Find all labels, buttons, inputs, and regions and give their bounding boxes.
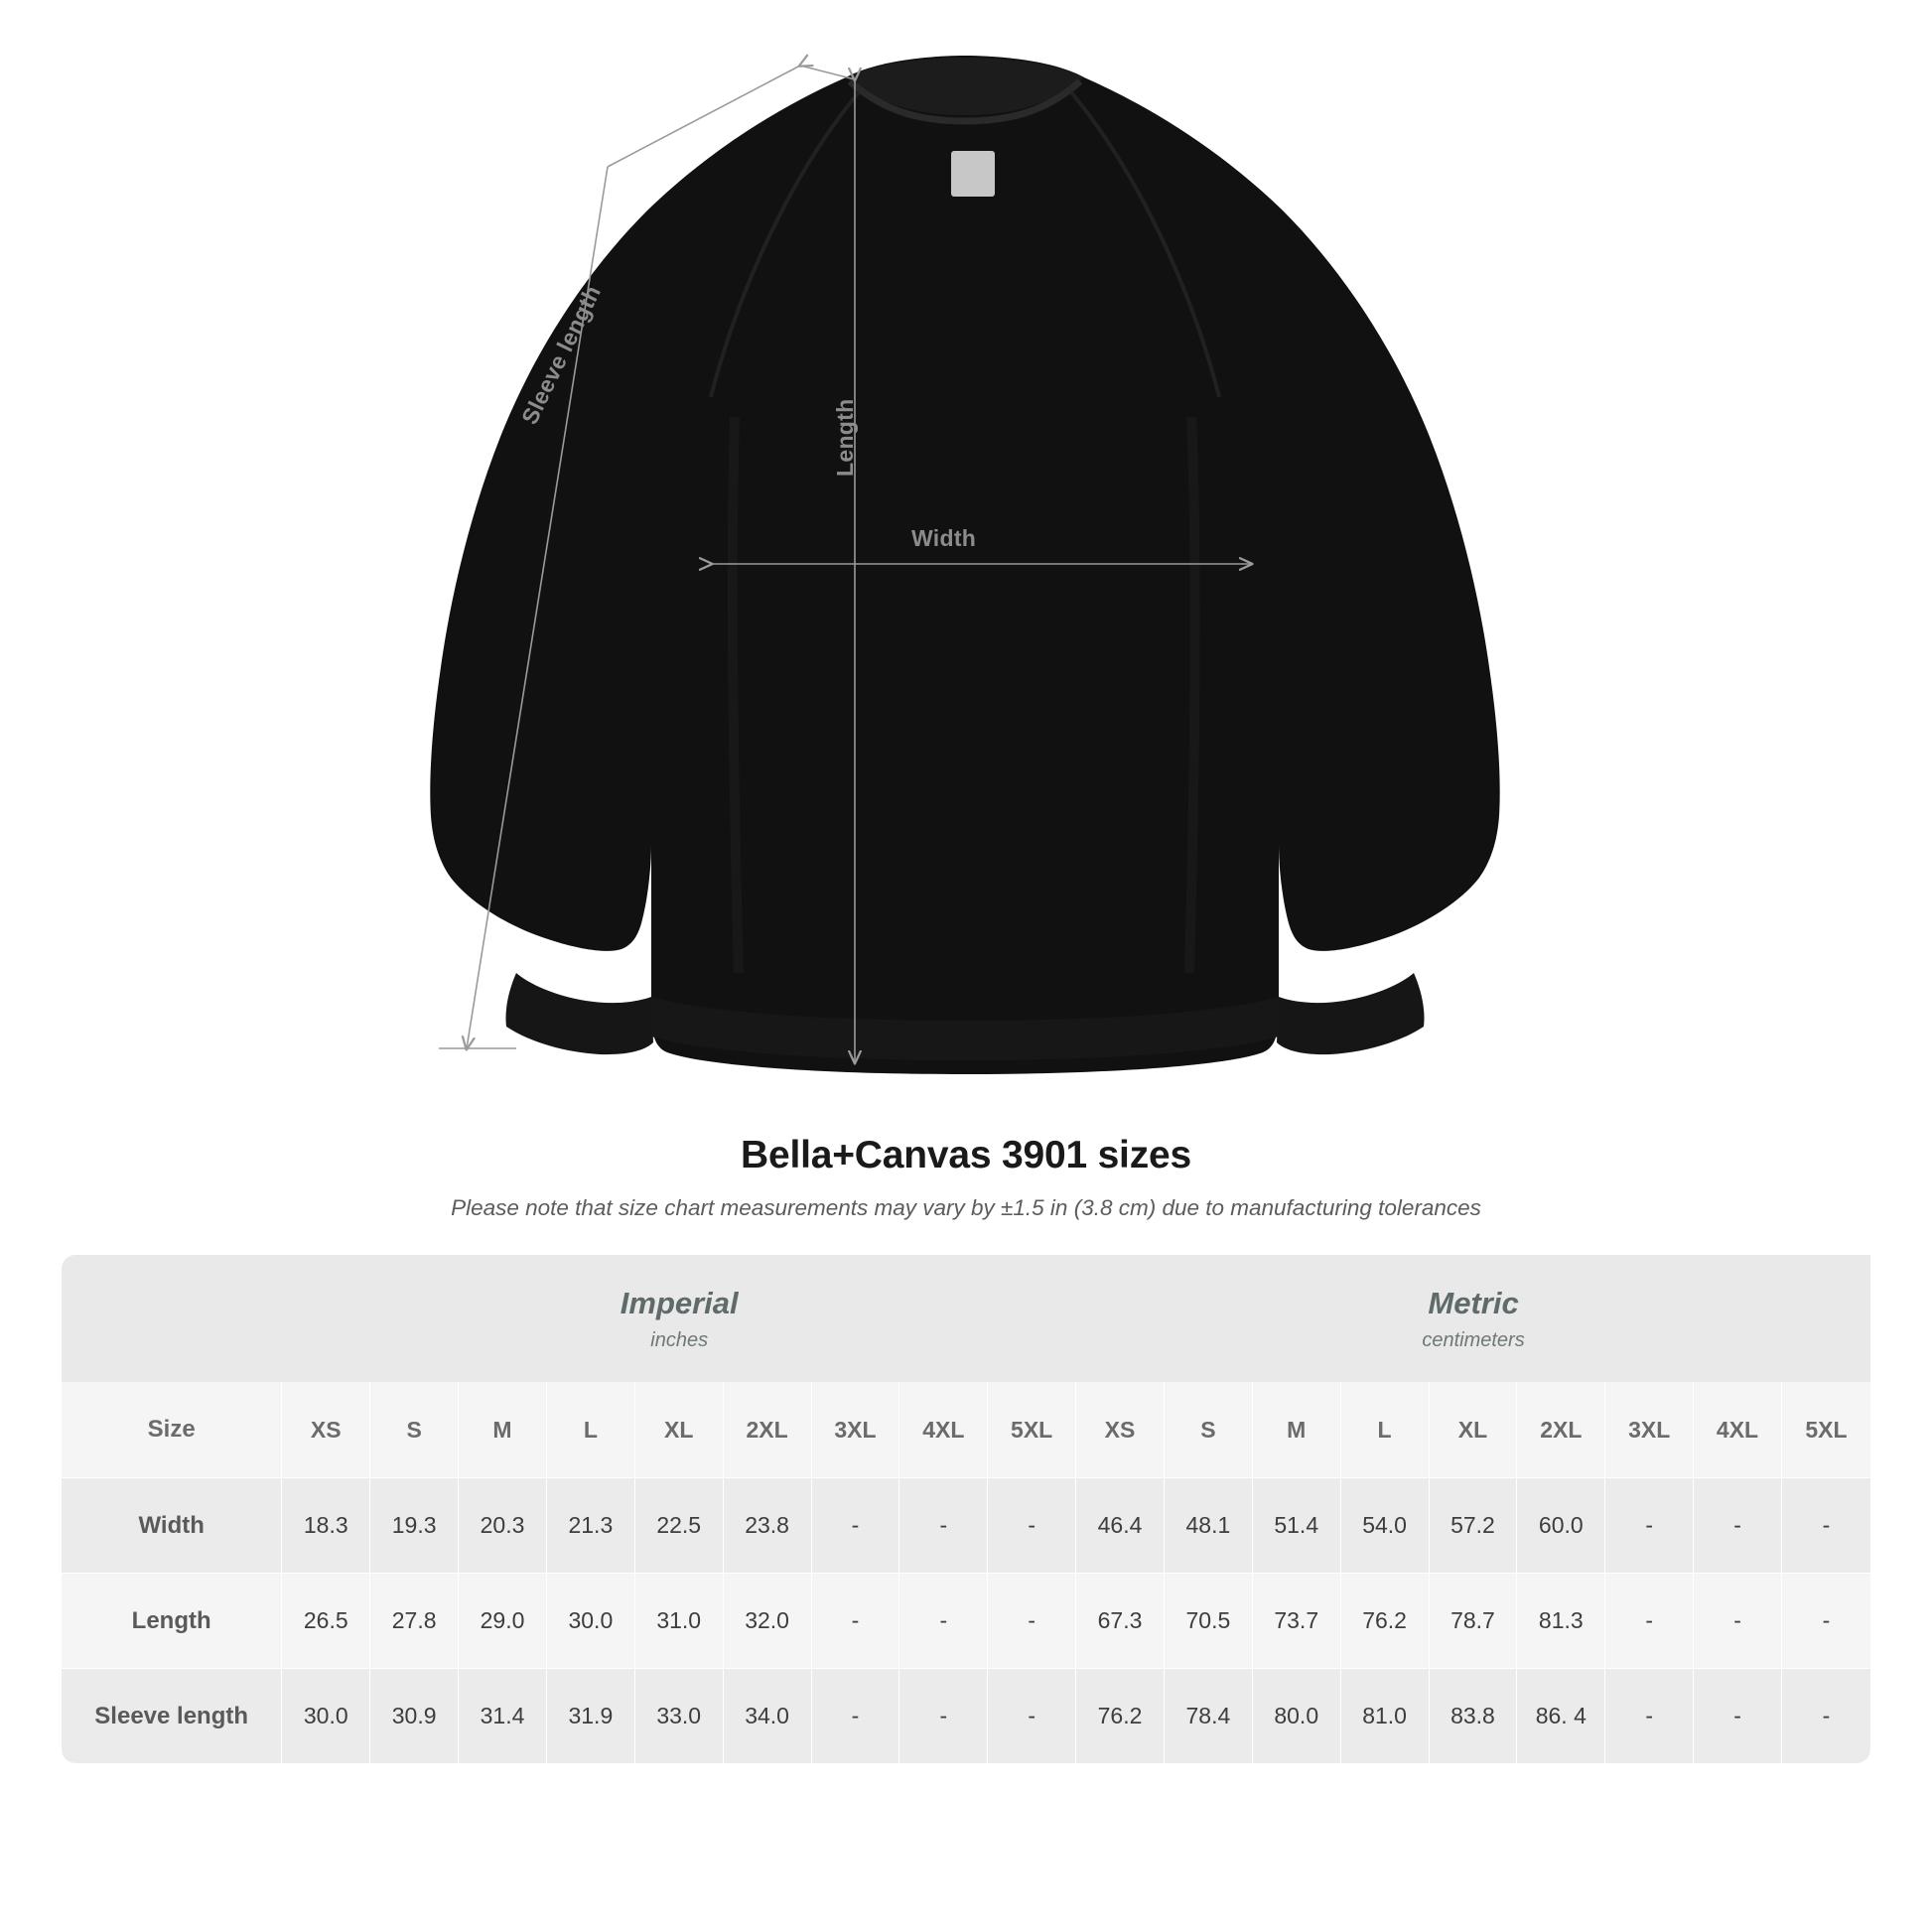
row-label-width: Width — [62, 1477, 282, 1573]
cell-sleeve-imperial-xs: 30.0 — [282, 1668, 370, 1763]
cell-length-imperial-l: 30.0 — [547, 1573, 635, 1668]
size-header-row — [62, 1382, 1870, 1477]
table-row-length — [62, 1573, 1870, 1668]
size-table — [62, 1255, 1870, 1763]
cell-length-imperial-4xl: - — [899, 1573, 988, 1668]
cell-sleeve-imperial-2xl: 34.0 — [724, 1668, 812, 1763]
cell-sleeve-metric-2xl: 86. 4 — [1517, 1668, 1605, 1763]
cell-sleeve-metric-m: 80.0 — [1253, 1668, 1341, 1763]
cell-length-metric-m: 73.7 — [1253, 1573, 1341, 1668]
unit-group-row — [62, 1255, 1870, 1382]
cell-sleeve-metric-5xl: - — [1782, 1668, 1870, 1763]
cell-width-metric-2xl: 60.0 — [1517, 1477, 1605, 1573]
size-table-wrapper — [62, 1255, 1870, 1763]
cell-length-metric-3xl: - — [1605, 1573, 1694, 1668]
cell-length-metric-xs: 67.3 — [1076, 1573, 1165, 1668]
cell-sleeve-metric-3xl: - — [1605, 1668, 1694, 1763]
row-label-sleeve-length: Sleeve length — [62, 1668, 282, 1763]
size-header-imperial-s: S — [370, 1382, 459, 1477]
size-header-metric-3xl: 3XL — [1605, 1382, 1694, 1477]
cell-sleeve-metric-l: 81.0 — [1341, 1668, 1430, 1763]
cell-width-imperial-4xl: - — [899, 1477, 988, 1573]
cell-width-imperial-s: 19.3 — [370, 1477, 459, 1573]
size-header-metric-s: S — [1165, 1382, 1253, 1477]
cell-sleeve-metric-xl: 83.8 — [1430, 1668, 1518, 1763]
cell-length-imperial-xl: 31.0 — [635, 1573, 724, 1668]
sleeve-length-label: Sleeve length — [516, 281, 607, 429]
cell-sleeve-imperial-3xl: - — [812, 1668, 900, 1763]
table-row-width — [62, 1477, 1870, 1573]
size-header-imperial-4xl: 4XL — [899, 1382, 988, 1477]
unit-corner-left — [62, 1255, 282, 1382]
cell-length-imperial-m: 29.0 — [459, 1573, 547, 1668]
cell-width-imperial-xs: 18.3 — [282, 1477, 370, 1573]
cell-width-metric-5xl: - — [1782, 1477, 1870, 1573]
cell-width-imperial-m: 20.3 — [459, 1477, 547, 1573]
cell-width-metric-xl: 57.2 — [1430, 1477, 1518, 1573]
cell-width-metric-xs: 46.4 — [1076, 1477, 1165, 1573]
cell-length-metric-4xl: - — [1694, 1573, 1782, 1668]
cell-width-metric-m: 51.4 — [1253, 1477, 1341, 1573]
cell-sleeve-imperial-4xl: - — [899, 1668, 988, 1763]
cell-sleeve-imperial-s: 30.9 — [370, 1668, 459, 1763]
cell-width-metric-3xl: - — [1605, 1477, 1694, 1573]
length-label: Length — [832, 398, 858, 477]
size-header-metric-xs: XS — [1076, 1382, 1165, 1477]
cell-width-imperial-l: 21.3 — [547, 1477, 635, 1573]
cell-length-metric-xl: 78.7 — [1430, 1573, 1518, 1668]
table-row-sleeve-length — [62, 1668, 1870, 1763]
cell-length-imperial-2xl: 32.0 — [724, 1573, 812, 1668]
size-header-metric-xl: XL — [1430, 1382, 1518, 1477]
cell-width-imperial-xl: 22.5 — [635, 1477, 724, 1573]
size-header-metric-2xl: 2XL — [1517, 1382, 1605, 1477]
cell-length-imperial-5xl: - — [988, 1573, 1076, 1668]
size-header-imperial-xl: XL — [635, 1382, 724, 1477]
title-block — [0, 1134, 1932, 1221]
cell-width-imperial-2xl: 23.8 — [724, 1477, 812, 1573]
size-header-metric-5xl: 5XL — [1782, 1382, 1870, 1477]
cell-sleeve-imperial-l: 31.9 — [547, 1668, 635, 1763]
cell-sleeve-metric-s: 78.4 — [1165, 1668, 1253, 1763]
size-header-imperial-xs: XS — [282, 1382, 370, 1477]
cell-width-imperial-5xl: - — [988, 1477, 1076, 1573]
cell-width-imperial-3xl: - — [812, 1477, 900, 1573]
unit-group-imperial — [282, 1255, 1076, 1382]
size-header-imperial-5xl: 5XL — [988, 1382, 1076, 1477]
row-label-length: Length — [62, 1573, 282, 1668]
cell-length-metric-5xl: - — [1782, 1573, 1870, 1668]
cell-width-metric-s: 48.1 — [1165, 1477, 1253, 1573]
size-header-metric-m: M — [1253, 1382, 1341, 1477]
cell-sleeve-imperial-m: 31.4 — [459, 1668, 547, 1763]
cell-length-metric-l: 76.2 — [1341, 1573, 1430, 1668]
unit-group-imperial-name: Imperial — [620, 1285, 739, 1320]
size-header-imperial-m: M — [459, 1382, 547, 1477]
size-header-imperial-3xl: 3XL — [812, 1382, 900, 1477]
cell-sleeve-metric-4xl: - — [1694, 1668, 1782, 1763]
page-title: Bella+Canvas 3901 sizes — [741, 1134, 1191, 1176]
cell-sleeve-metric-xs: 76.2 — [1076, 1668, 1165, 1763]
sweatshirt-shape — [430, 56, 1499, 1074]
size-header-imperial-l: L — [547, 1382, 635, 1477]
unit-group-imperial-sub: inches — [650, 1329, 709, 1352]
cell-length-imperial-xs: 26.5 — [282, 1573, 370, 1668]
size-header-imperial-2xl: 2XL — [724, 1382, 812, 1477]
cell-length-imperial-3xl: - — [812, 1573, 900, 1668]
cell-length-imperial-s: 27.8 — [370, 1573, 459, 1668]
cell-sleeve-imperial-5xl: - — [988, 1668, 1076, 1763]
cell-width-metric-4xl: - — [1694, 1477, 1782, 1573]
size-header-metric-l: L — [1341, 1382, 1430, 1477]
width-label: Width — [911, 525, 977, 551]
cell-length-metric-2xl: 81.3 — [1517, 1573, 1605, 1668]
sleeve-leader-top — [800, 66, 855, 79]
size-header-metric-4xl: 4XL — [1694, 1382, 1782, 1477]
neck-label — [951, 151, 995, 197]
unit-group-metric-sub: centimeters — [1422, 1329, 1525, 1352]
cell-sleeve-imperial-xl: 33.0 — [635, 1668, 724, 1763]
cell-width-metric-l: 54.0 — [1341, 1477, 1430, 1573]
tolerance-note: Please note that size chart measurements may vary by ±1.5 in (3.8 cm) due to manufacturing tolerances — [451, 1195, 1481, 1220]
size-header-label: Size — [62, 1382, 282, 1477]
unit-group-metric — [1076, 1255, 1870, 1382]
unit-group-metric-name: Metric — [1428, 1285, 1519, 1320]
cell-length-metric-s: 70.5 — [1165, 1573, 1253, 1668]
